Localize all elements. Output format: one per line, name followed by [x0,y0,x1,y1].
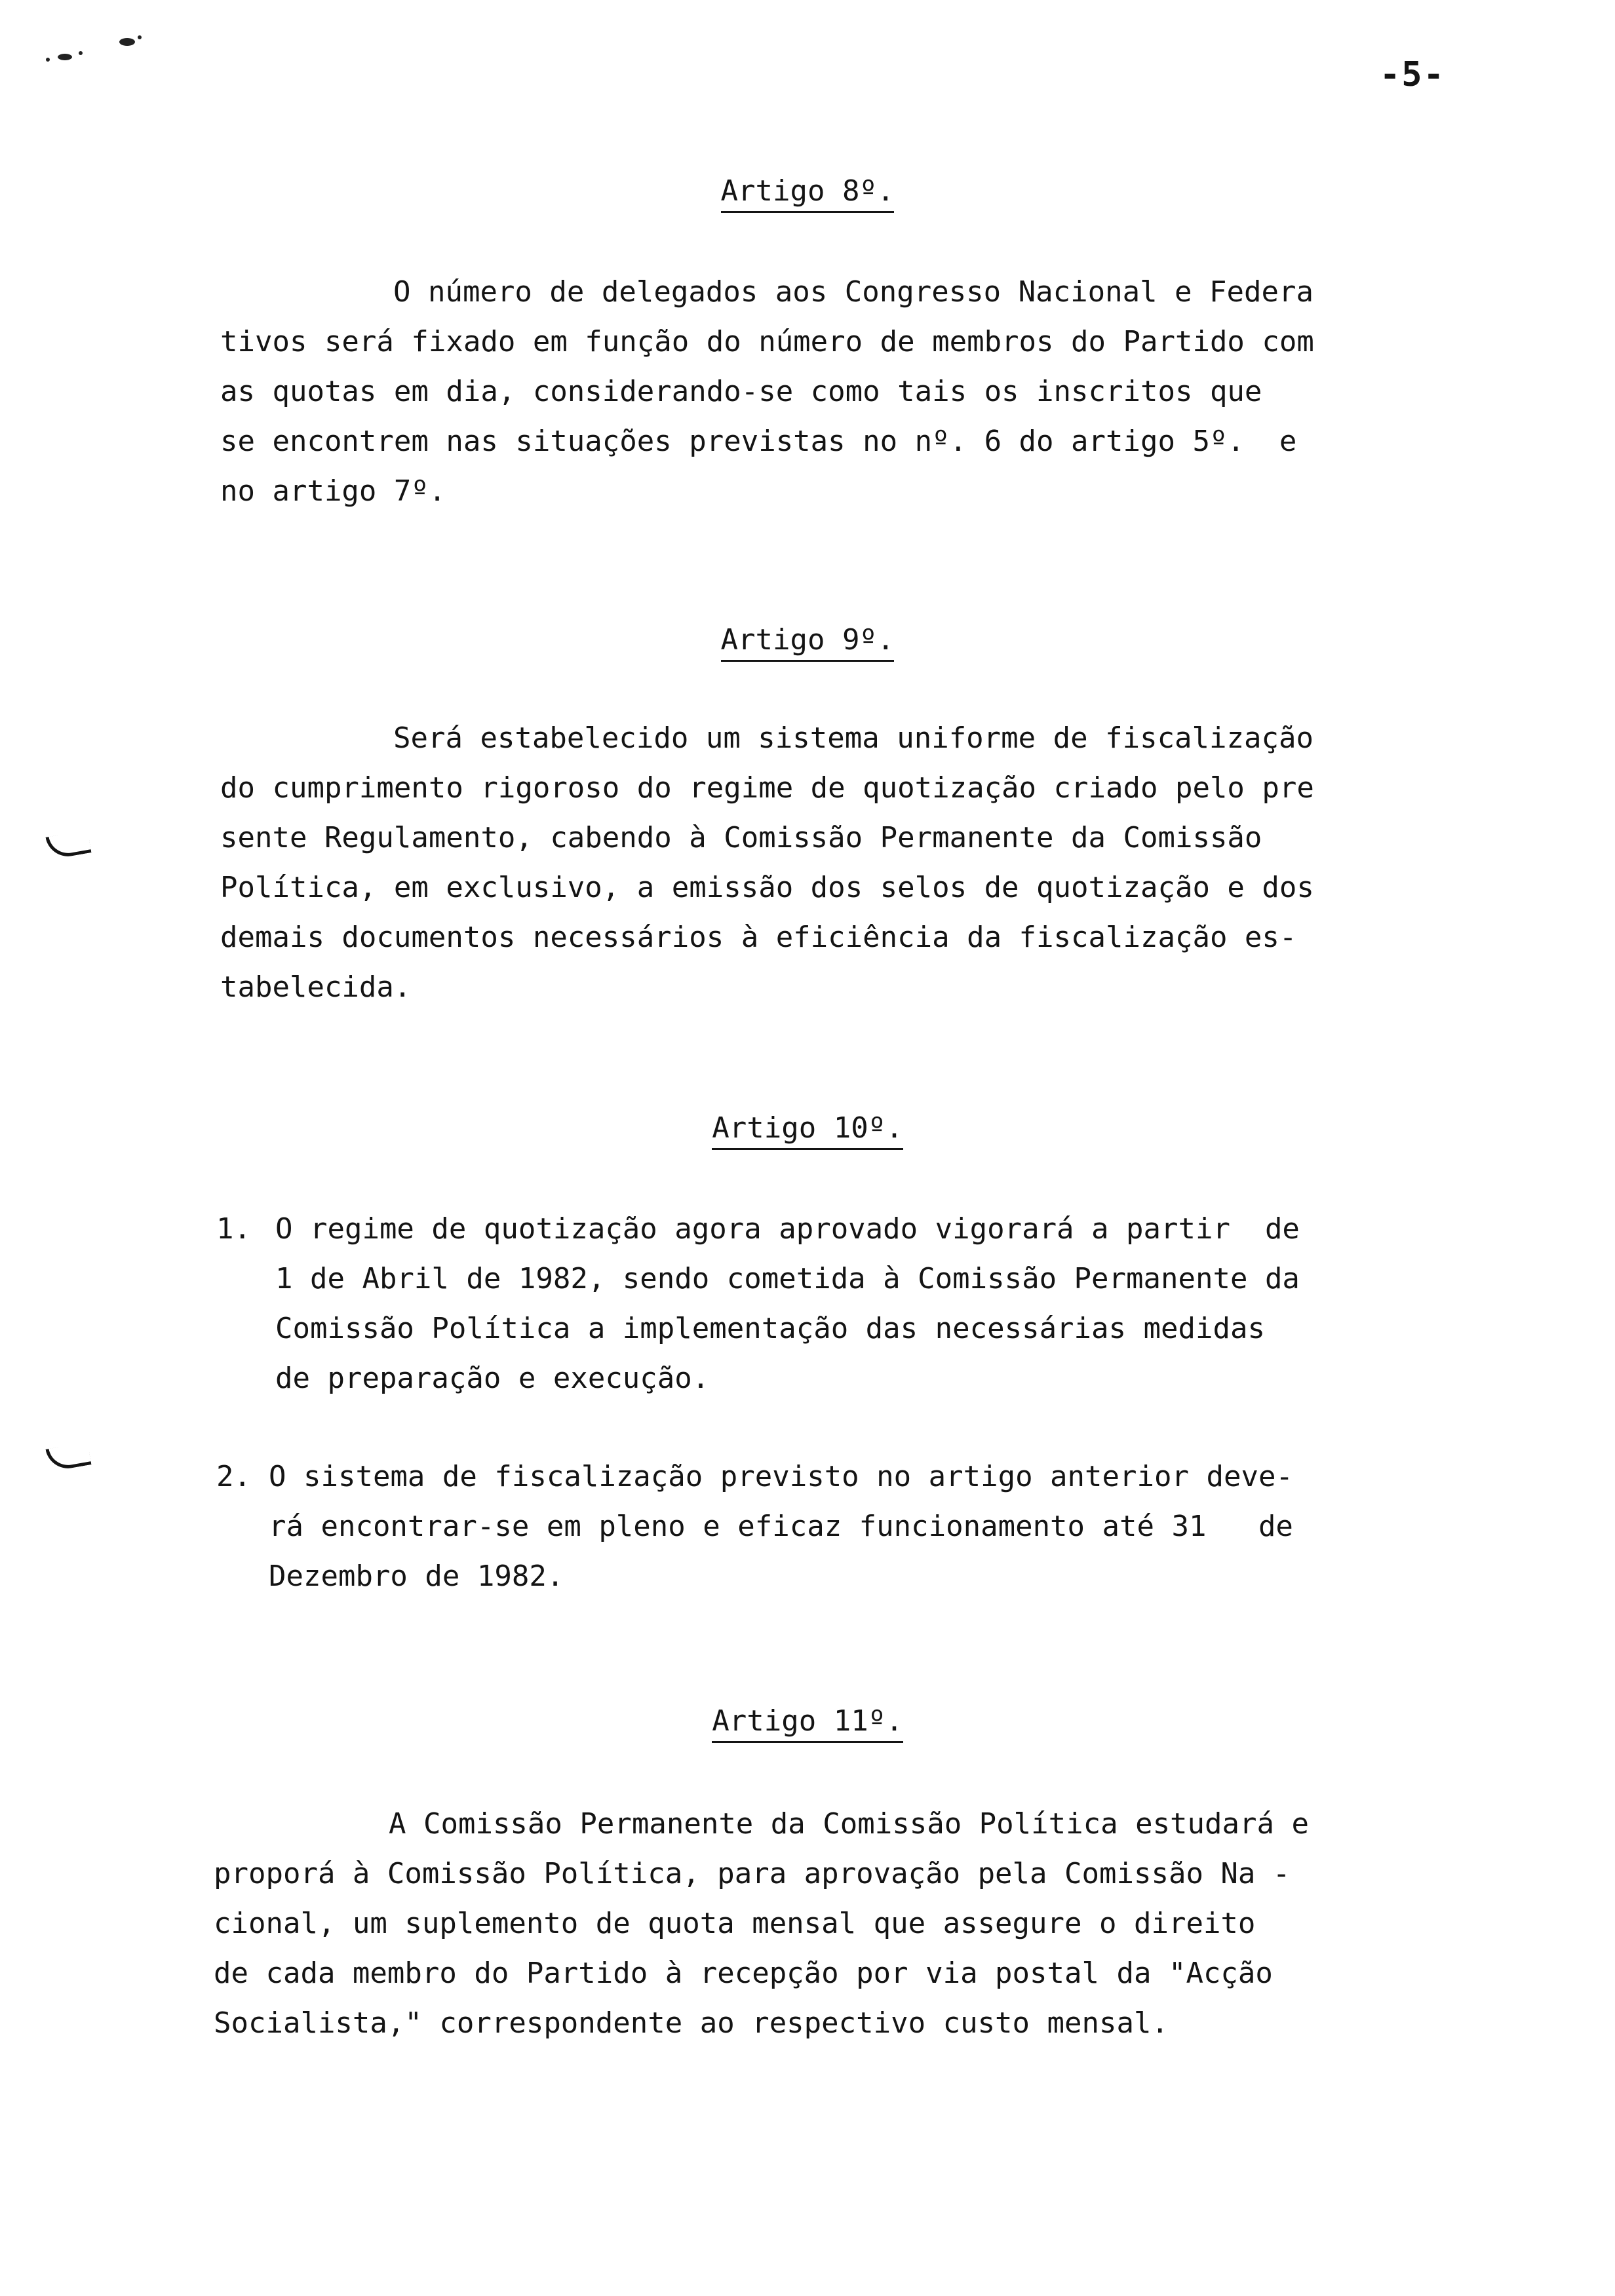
article-11-line: cional, um suplemento de quota mensal que assegure o direito [214,1907,1256,1940]
article-9-line: do cumprimento rigoroso do regime de quotização criado pelo pre [220,771,1314,805]
article-10-heading: Artigo 10º. [0,1114,1615,1150]
article-10-item-line: Comissão Política a implementação das necessárias medidas [275,1312,1265,1345]
article-9-line: Política, em exclusivo, a emissão dos selos de quotização e dos [220,871,1314,904]
article-10-item-line: 1 de Abril de 1982, sendo cometida à Comissão Permanente da [275,1262,1300,1295]
article-11-line: A Comissão Permanente da Comissão Política estudará e [389,1807,1309,1841]
article-10-item-number: 2. [216,1460,251,1493]
article-9-line: tabelecida. [220,970,412,1004]
article-9-line: Será estabelecido um sistema uniforme de fiscalização [393,721,1313,755]
margin-mark [45,830,91,860]
article-9-heading: Artigo 9º. [0,626,1615,662]
article-8-line: O número de delegados aos Congresso Nacional e Federa [393,275,1313,309]
article-10-item-line: Dezembro de 1982. [269,1559,564,1593]
article-8-line: se encontrem nas situações previstas no nº. 6 do artigo 5º. e [220,425,1297,458]
article-8-heading: Artigo 8º. [0,177,1615,213]
article-10-item-number: 1. [216,1212,251,1246]
article-11-line: Socialista," correspondente ao respectivo custo mensal. [214,2006,1169,2040]
page-number: -5- [1380,55,1445,94]
article-10-item-line: O sistema de fiscalização previsto no artigo anterior deve- [269,1460,1293,1493]
article-10-item-line: rá encontrar-se em pleno e eficaz funcionamento até 31 de [269,1510,1293,1543]
article-8-line: as quotas em dia, considerando-se como tais os inscritos que [220,375,1262,408]
article-9-line: demais documentos necessários à eficiência da fiscalização es- [220,921,1297,954]
article-8-line: tivos será fixado em função do número de membros do Partido com [220,325,1314,358]
article-9-line: sente Regulamento, cabendo à Comissão Permanente da Comissão [220,821,1262,854]
article-11-line: proporá à Comissão Política, para aprovação pela Comissão Na - [214,1857,1291,1890]
article-8-line: no artigo 7º. [220,474,446,508]
article-10-item-line: O regime de quotização agora aprovado vigorará a partir de [275,1212,1300,1246]
margin-mark [45,1442,91,1472]
article-11-heading: Artigo 11º. [0,1707,1615,1743]
article-10-item-line: de preparação e execução. [275,1362,710,1395]
article-11-line: de cada membro do Partido à recepção por via postal da "Acção [214,1957,1273,1990]
